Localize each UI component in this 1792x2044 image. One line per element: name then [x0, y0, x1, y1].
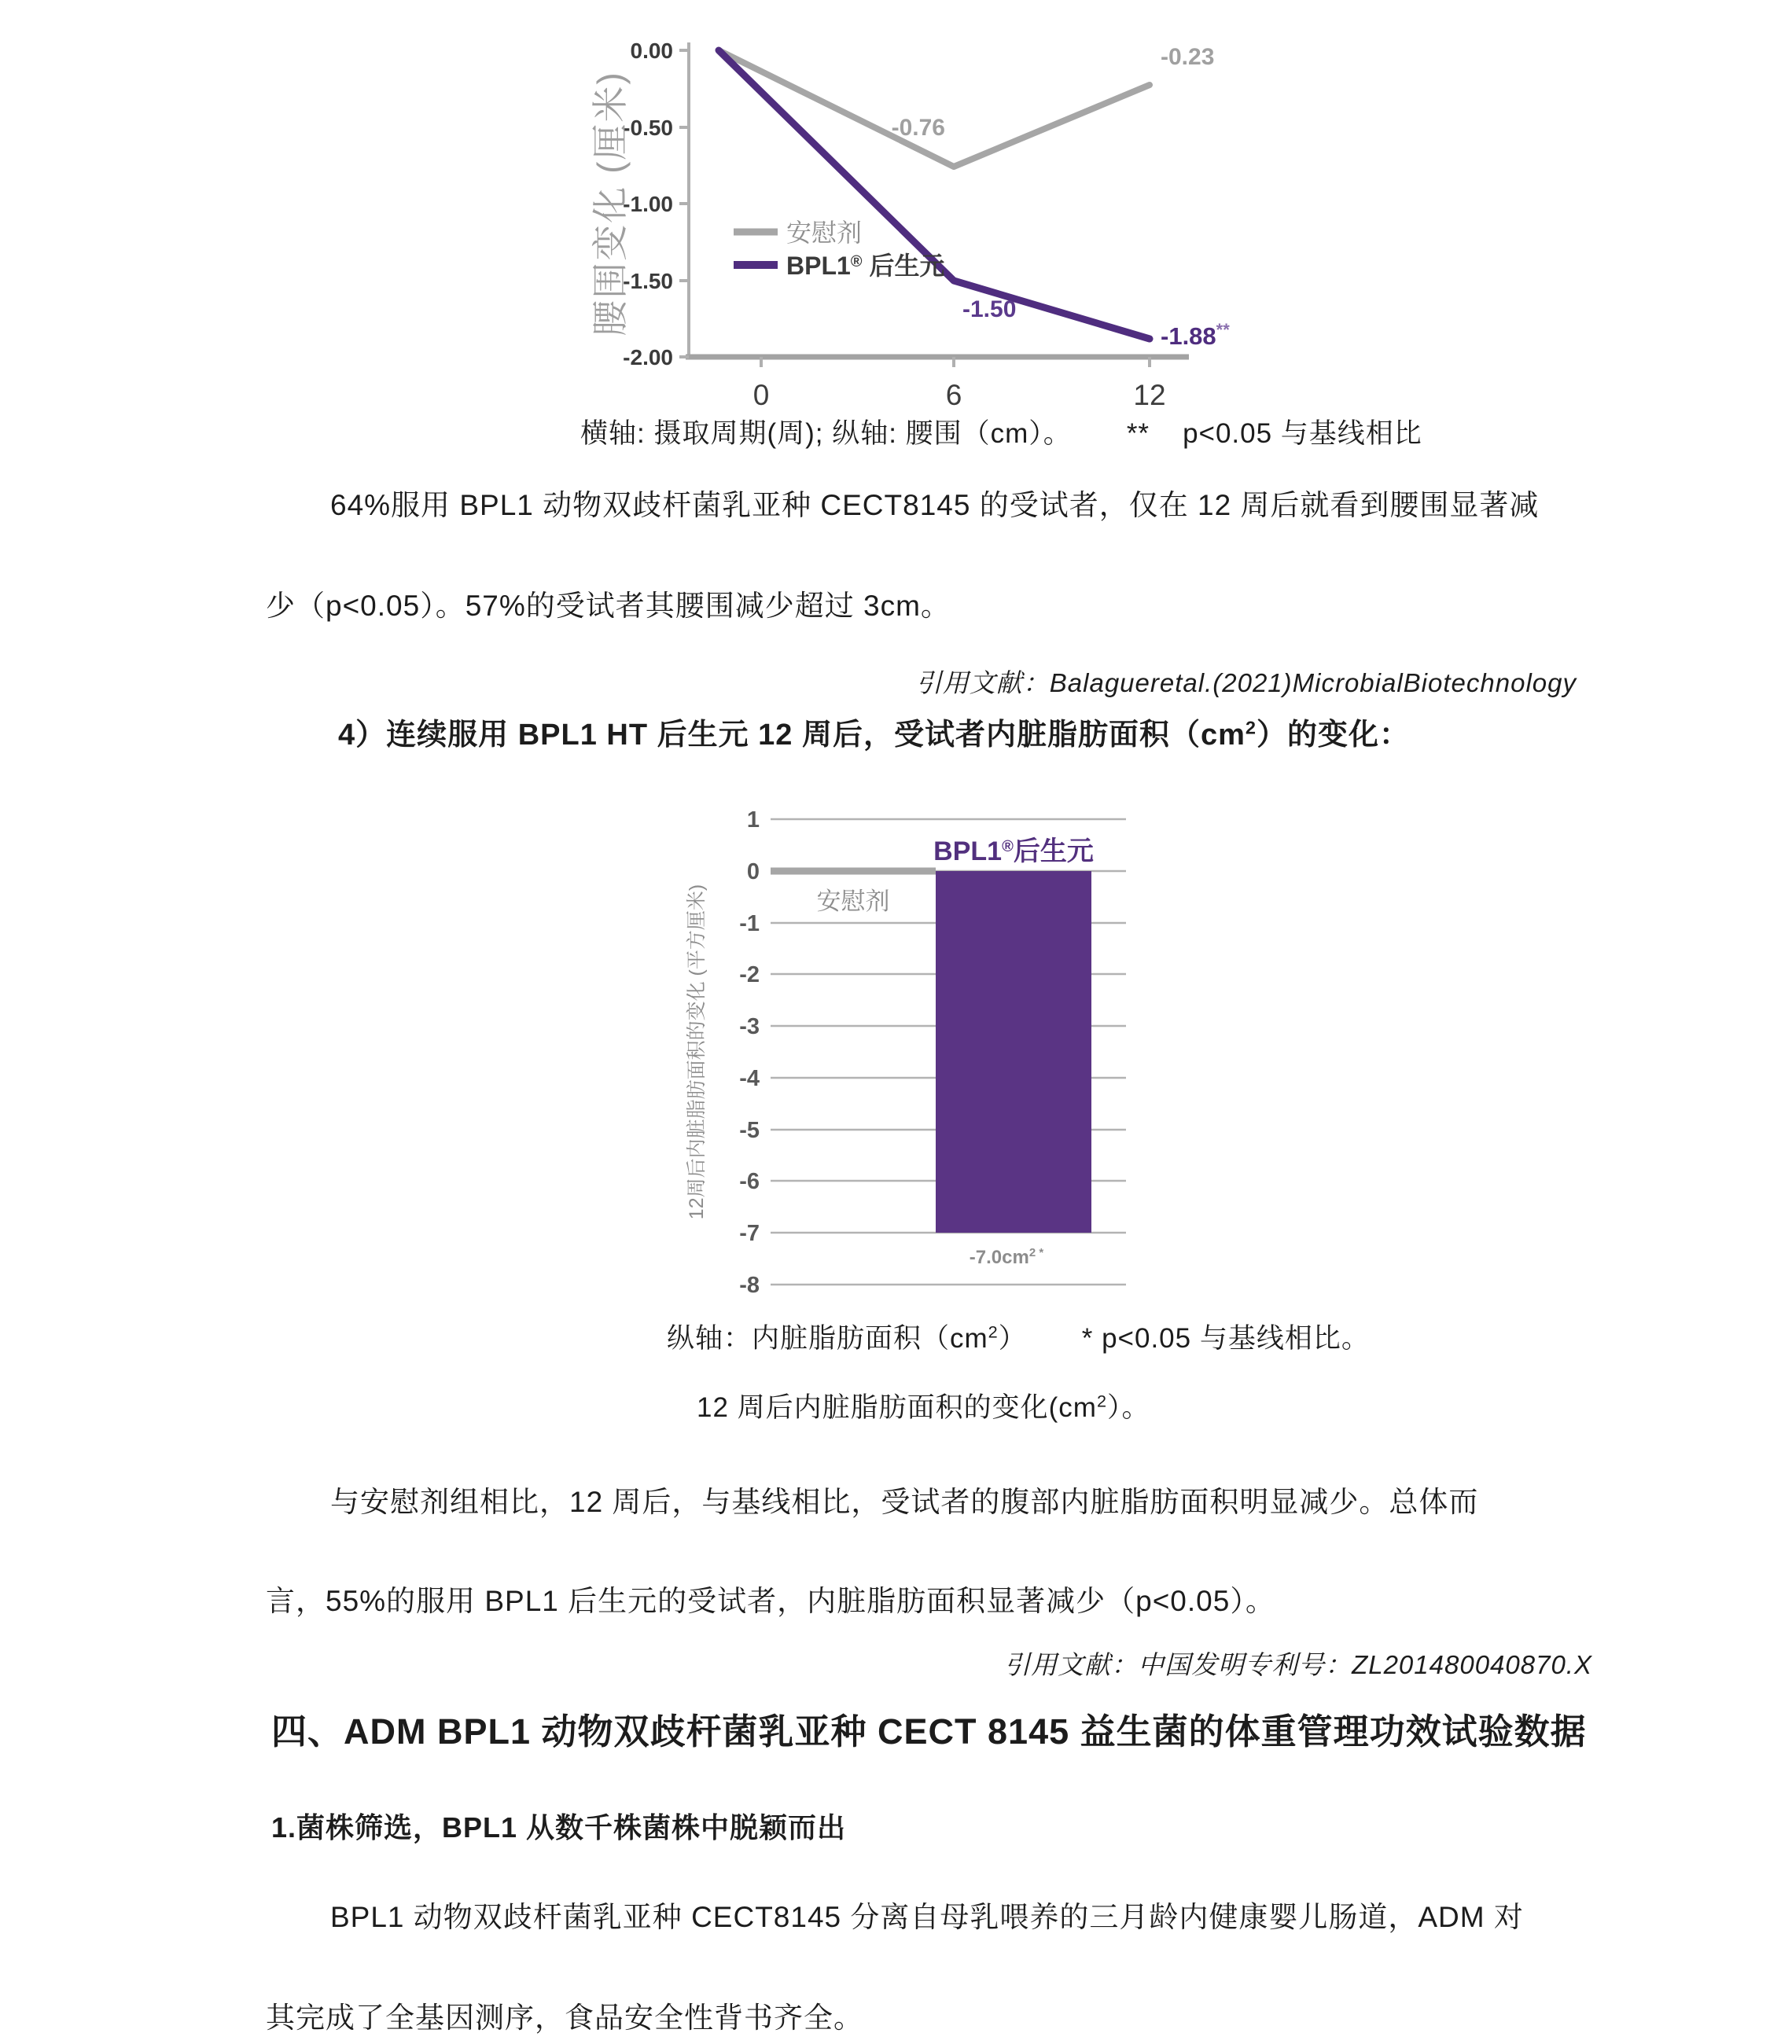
chart2-caption2-pre: 12 周后内脏脂肪面积的变化(cm	[697, 1392, 1097, 1423]
chart2-caption-line2	[697, 1386, 1150, 1425]
section-heading-4-sup: 2	[1245, 717, 1257, 738]
waist-change-line-chart	[582, 8, 1242, 417]
placebo-line	[719, 50, 1150, 167]
paragraph3-line2: 其完成了全基因测序，食品安全性背书齐全。	[266, 2002, 863, 2034]
placebo-week6-value: -0.76	[891, 115, 945, 141]
legend-bpl1-label: BPL1® 后生元	[786, 252, 945, 280]
paragraph2-line1: 与安慰剂组相比，12 周后，与基线相比，受试者的腹部内脏脂肪面积明显减少。总体而	[330, 1486, 1479, 1518]
paragraph2-line2: 言，55%的服用 BPL1 后生元的受试者，内脏脂肪面积显著减少（p<0.05）。	[266, 1585, 1275, 1617]
section-heading-4-post: ）的变化：	[1257, 719, 1411, 752]
main-heading: 四、ADM BPL1 动物双歧杆菌乳亚种 CECT 8145 益生菌的体重管理功效试验数据	[271, 1711, 1587, 1752]
placebo-bar-label: 安慰剂	[816, 888, 890, 915]
svg-text:-5: -5	[739, 1118, 760, 1143]
section-heading-4-pre: 4）连续服用 BPL1 HT 后生元 12 周后，受试者内脏脂肪面积（cm	[338, 719, 1246, 752]
chart-legend	[734, 219, 944, 280]
paragraph1-line1: 64%服用 BPL1 动物双歧杆菌乳亚种 CECT8145 的受试者，仅在 12 周后就看到腰围显著减	[330, 489, 1540, 521]
bpl1-week6-value: -1.50	[962, 296, 1017, 322]
chart1-caption-sig-text: p<0.05 与基线相比	[1183, 418, 1422, 449]
svg-text:-8: -8	[739, 1273, 760, 1298]
chart1-caption-axes: 横轴: 摄取周期(周); 纵轴: 腰围（cm）。	[580, 418, 1072, 449]
citation-1: 引用文献：Balagueretal.(2021)MicrobialBiotechnology	[915, 668, 1577, 697]
svg-text:0.00: 0.00	[630, 39, 673, 63]
subheading-1: 1.菌株筛选，BPL1 从数千株菌株中脱颖而出	[271, 1811, 847, 1844]
chart2-caption2-post: ）。	[1107, 1392, 1150, 1423]
waist-chart-ylabel: 腰围变化 (厘米)	[590, 71, 631, 336]
svg-text:-2.00: -2.00	[623, 345, 673, 369]
visceral-fat-bar-chart	[676, 798, 1140, 1309]
svg-text:12: 12	[1133, 379, 1166, 411]
chart2-caption-ylabel-post: ）	[998, 1323, 1027, 1354]
chart2-caption-line1	[667, 1317, 1370, 1356]
svg-text:-0.50: -0.50	[623, 116, 673, 140]
paragraph1-line2: 少（p<0.05）。57%的受试者其腰围减少超过 3cm。	[266, 590, 951, 622]
bpl1-week12-value: -1.88**	[1161, 320, 1230, 350]
bpl1-bar-label: BPL1®后生元	[933, 836, 1094, 866]
chart1-caption	[580, 412, 1422, 451]
bar-y-tick-labels	[739, 807, 760, 1298]
citation-2: 引用文献：中国发明专利号：ZL201480040870.X	[1004, 1650, 1592, 1679]
svg-text:0: 0	[746, 859, 760, 884]
x-tick-labels	[753, 379, 1166, 411]
svg-text:-6: -6	[739, 1169, 760, 1194]
legend-placebo-label: 安慰剂	[786, 219, 863, 247]
paragraph3-line1: BPL1 动物双歧杆菌乳亚种 CECT8145 分离自母乳喂养的三月龄内健康婴儿肠道，ADM 对	[330, 1901, 1524, 1933]
chart2-caption-sig: * p<0.05 与基线相比。	[1081, 1323, 1370, 1354]
chart2-caption-ylabel-pre: 纵轴：内脏脂肪面积（cm	[667, 1323, 988, 1354]
bpl1-line	[719, 50, 1150, 339]
svg-text:-4: -4	[739, 1066, 760, 1091]
chart2-caption-ylabel-sup: 2	[988, 1322, 999, 1342]
svg-text:-1.50: -1.50	[623, 269, 673, 293]
svg-text:6: 6	[945, 379, 962, 411]
svg-text:0: 0	[752, 379, 770, 411]
bpl1-bar	[936, 871, 1091, 1233]
section-heading-4	[338, 710, 1410, 753]
svg-text:-3: -3	[739, 1014, 760, 1039]
svg-text:-2: -2	[739, 962, 760, 987]
chart2-caption2-sup: 2	[1096, 1391, 1108, 1411]
placebo-week12-value: -0.23	[1161, 44, 1215, 70]
svg-text:-7: -7	[739, 1221, 760, 1246]
chart1-caption-sig-marker: **	[1126, 418, 1150, 449]
bar-chart-ylabel: 12周后内脏脂肪面积的变化 (平方厘米)	[686, 884, 708, 1220]
bpl1-bar-value: $-7.0cm^2$ *	[969, 1246, 1044, 1268]
svg-text:-1.00: -1.00	[623, 192, 673, 216]
svg-text:1: 1	[746, 807, 760, 833]
svg-text:-1: -1	[739, 911, 760, 936]
